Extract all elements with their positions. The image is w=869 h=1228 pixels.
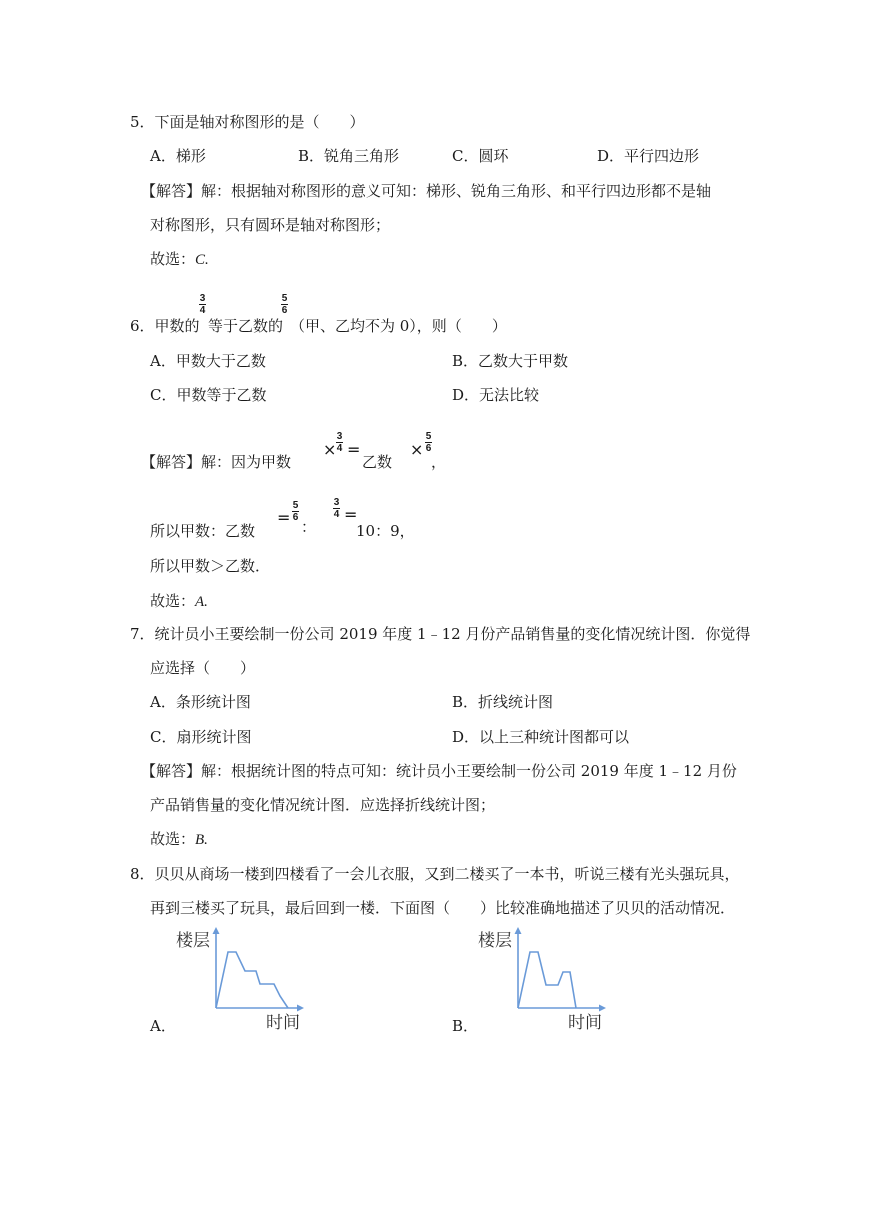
q6-fraction-5-6 bbox=[281, 294, 288, 315]
q6-ratio-colon: ： bbox=[301, 518, 317, 536]
q5-option-b: B．锐角三角形 bbox=[298, 147, 400, 165]
q7-option-c: C．扇形统计图 bbox=[150, 728, 252, 746]
q5-question: 5．下面是轴对称图形的是（ ） bbox=[130, 113, 365, 131]
q6-ratio-fraction-5-6 bbox=[292, 501, 299, 522]
x-axis-arrow bbox=[599, 1005, 606, 1012]
q7-answer-line1: 【解答】解：根据统计图的特点可知：统计员小王要绘制一份公司 2019 年度 1﹣12 月份 bbox=[141, 762, 737, 780]
choose-letter: B. bbox=[195, 832, 208, 848]
q7-option-d: D．以上三种统计图都可以 bbox=[452, 728, 630, 746]
q8-graph-b-label: B． bbox=[452, 1017, 479, 1035]
numerator: 5 bbox=[281, 293, 288, 304]
q7-answer-line2: 产品销售量的变化情况统计图．应选择折线统计图； bbox=[150, 796, 496, 814]
q8-graph-a-label: A． bbox=[150, 1017, 176, 1035]
numerator: 3 bbox=[199, 293, 206, 304]
q6-ratio-part1: 所以甲数：乙数 bbox=[150, 522, 256, 540]
denominator: 6 bbox=[425, 443, 432, 454]
q5-answer-line2: 对称图形，只有圆环是轴对称图形； bbox=[150, 216, 391, 234]
q6-question-part2: 等于乙数的 bbox=[208, 317, 284, 335]
q7-question-line2: 应选择（ ） bbox=[150, 659, 256, 677]
q6-ratio-result: 10：9， bbox=[356, 522, 415, 540]
q6-answer-comma: ， bbox=[431, 453, 447, 471]
y-axis-label: 楼层 bbox=[478, 931, 512, 951]
x-axis-label: 时间 bbox=[266, 1013, 300, 1033]
equals-sign: = bbox=[344, 505, 358, 524]
q7-question-line1: 7．统计员小王要绘制一份公司 2019 年度 1﹣12 月份产品销售量的变化情况统计图．你觉得 bbox=[130, 625, 751, 643]
q7-option-b: B．折线统计图 bbox=[452, 693, 554, 711]
q7-option-a: A．条形统计图 bbox=[150, 693, 251, 711]
q5-option-c: C．圆环 bbox=[452, 147, 509, 165]
q6-conclusion: 所以甲数＞乙数． bbox=[150, 557, 271, 575]
choose-prefix: 故选： bbox=[150, 592, 196, 610]
denominator: 6 bbox=[281, 305, 288, 316]
q6-option-b: B．乙数大于甲数 bbox=[452, 352, 569, 370]
y-axis-arrow bbox=[213, 927, 220, 934]
q6-choose bbox=[150, 591, 208, 612]
q6-ratio-fraction-3-4 bbox=[333, 498, 340, 519]
q8-graph-b bbox=[472, 922, 612, 1034]
numerator: 3 bbox=[336, 431, 343, 442]
q6-question-part3: （甲、乙均不为 0），则（ ） bbox=[290, 317, 507, 335]
q6-option-d: D．无法比较 bbox=[452, 386, 540, 404]
equals-sign: = bbox=[277, 508, 291, 527]
x-axis-arrow bbox=[297, 1005, 304, 1012]
q6-question-part1: 6．甲数的 bbox=[130, 317, 200, 335]
times-sign: × bbox=[410, 440, 424, 459]
times-sign: × bbox=[323, 440, 337, 459]
q6-answer-fraction-3-4 bbox=[336, 432, 343, 453]
numerator: 3 bbox=[333, 497, 340, 508]
denominator: 6 bbox=[292, 512, 299, 523]
numerator: 5 bbox=[292, 500, 299, 511]
denominator: 4 bbox=[333, 509, 340, 520]
q8-question-line1: 8．贝贝从商场一楼到四楼看了一会儿衣服，又到二楼买了一本书，听说三楼有光头强玩具， bbox=[130, 865, 740, 883]
y-axis-label: 楼层 bbox=[176, 931, 210, 951]
choose-prefix: 故选： bbox=[150, 250, 196, 268]
y-axis-arrow bbox=[515, 927, 522, 934]
q8-graph-a bbox=[170, 922, 310, 1034]
activity-line bbox=[518, 952, 576, 1008]
choose-letter: A. bbox=[195, 594, 208, 610]
choose-letter: C. bbox=[195, 252, 209, 268]
activity-line bbox=[216, 952, 288, 1008]
q8-question-line2: 再到三楼买了玩具，最后回到一楼．下面图（ ）比较准确地描述了贝贝的活动情况． bbox=[150, 899, 736, 917]
q5-answer-line1: 【解答】解：根据轴对称图形的意义可知：梯形、锐角三角形、和平行四边形都不是轴 bbox=[141, 182, 712, 200]
numerator: 5 bbox=[425, 431, 432, 442]
denominator: 4 bbox=[199, 305, 206, 316]
q6-option-a: A．甲数大于乙数 bbox=[150, 352, 266, 370]
q6-answer-fraction-5-6 bbox=[425, 432, 432, 453]
denominator: 4 bbox=[336, 443, 343, 454]
q5-option-d: D．平行四边形 bbox=[597, 147, 700, 165]
q5-choose bbox=[150, 249, 209, 270]
q6-fraction-3-4 bbox=[199, 294, 206, 315]
q5-option-a: A．梯形 bbox=[150, 147, 206, 165]
choose-prefix: 故选： bbox=[150, 830, 196, 848]
q6-answer-part1: 【解答】解：因为甲数 bbox=[141, 453, 292, 471]
q6-option-c: C．甲数等于乙数 bbox=[150, 386, 267, 404]
q7-choose bbox=[150, 829, 208, 850]
q6-answer-yi: 乙数 bbox=[362, 453, 393, 471]
equals-sign: = bbox=[347, 440, 361, 459]
x-axis-label: 时间 bbox=[568, 1013, 602, 1033]
